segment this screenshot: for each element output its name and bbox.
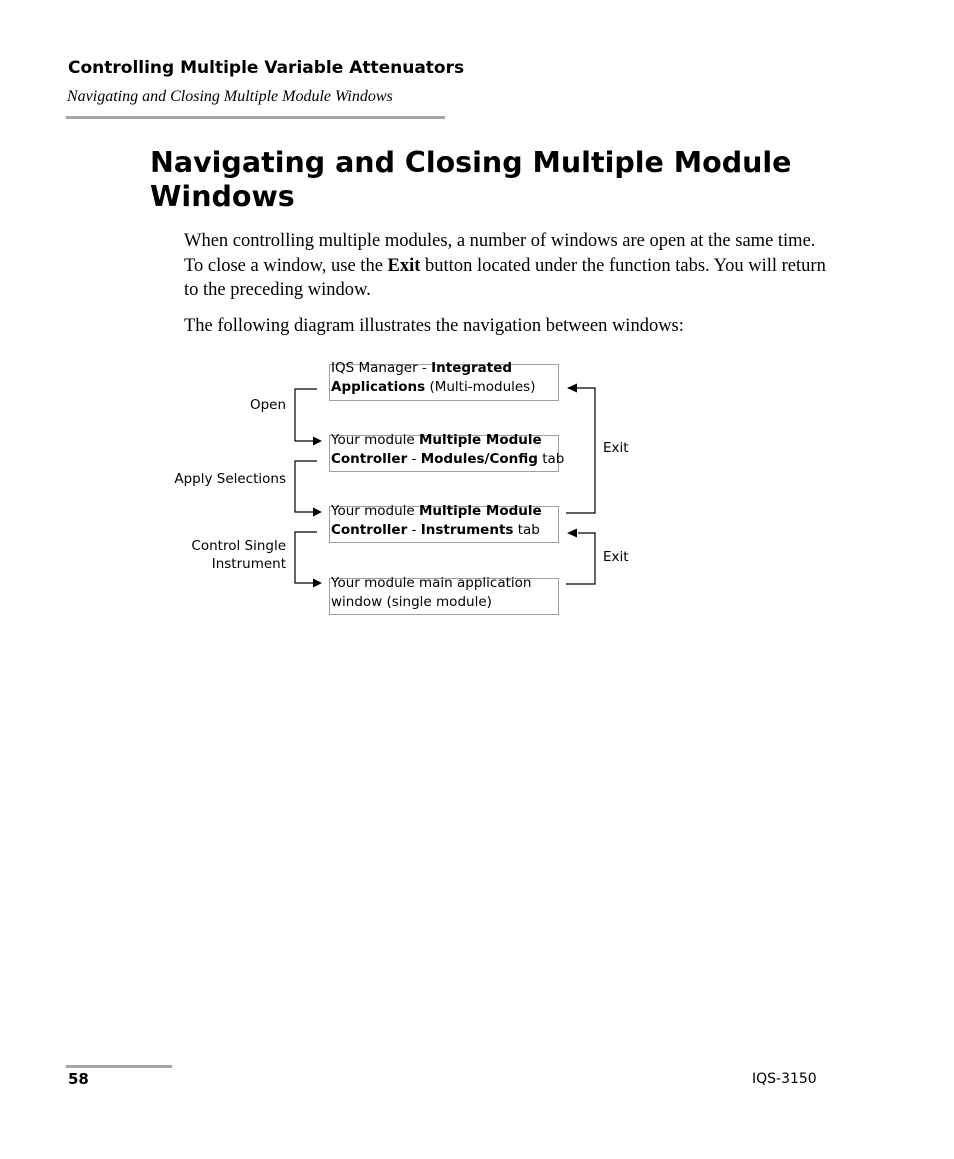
- box-main-application: [329, 575, 559, 615]
- diagram-intro-paragraph: The following diagram illustrates the navigation between windows:: [184, 316, 684, 336]
- box2-bold-2: Controller: [331, 450, 408, 467]
- box1-text: IQS Manager -: [331, 360, 432, 376]
- box3-bold-1: Multiple Module: [419, 503, 542, 519]
- box4-line2: window (single module): [331, 593, 492, 610]
- box3-bold-3: Instruments: [420, 521, 514, 538]
- box2-text-2: -: [407, 450, 421, 467]
- control-instrument-connector: [295, 532, 318, 583]
- box-instruments-tab: [329, 503, 559, 543]
- page-title-line2: Windows: [150, 180, 295, 213]
- intro-text-2: button located under the function tabs. You will return to the preceding window.: [184, 255, 826, 300]
- header-rule: [66, 116, 445, 119]
- page-number: 58: [68, 1070, 89, 1088]
- box2-bold-3: Modules/Config: [420, 450, 538, 467]
- box1-bold-1: Integrated: [431, 360, 513, 376]
- box1-bold-2: Applications: [331, 378, 426, 395]
- arrowhead-right-3: [313, 579, 322, 588]
- page-title: [150, 146, 850, 214]
- arrowhead-right-2: [313, 508, 322, 517]
- box2-text-3: tab: [537, 450, 565, 467]
- label-control-line1: Control Single: [191, 538, 286, 554]
- box3-text-2: -: [407, 521, 421, 538]
- running-header-section: Navigating and Closing Multiple Module Windows: [67, 88, 393, 105]
- label-exit-2: Exit: [603, 549, 629, 565]
- open-connector: [295, 389, 318, 441]
- intro-paragraph: [184, 229, 834, 303]
- label-control-line2: Instrument: [211, 556, 286, 572]
- exit-keyword: Exit: [387, 255, 421, 276]
- arrowhead-right-1: [313, 437, 322, 446]
- footer-rule: [66, 1065, 172, 1068]
- label-open: Open: [249, 397, 286, 413]
- box2-bold-1: Multiple Module: [419, 432, 542, 448]
- intro-text-1: When controlling multiple modules, a number of windows are open at the same time. To close a window, use the: [184, 231, 816, 276]
- box4-line1: Your module main application: [331, 575, 532, 591]
- apply-selections-connector: [295, 461, 318, 512]
- label-control-single-instrument: [146, 537, 286, 573]
- label-exit-1: Exit: [603, 440, 629, 456]
- label-apply-selections: Apply Selections: [174, 471, 286, 487]
- running-header-chapter: Controlling Multiple Variable Attenuators: [68, 58, 465, 78]
- page-title-line1: Navigating and Closing Multiple Module: [150, 146, 792, 179]
- arrowhead-left-2: [567, 529, 577, 538]
- arrowhead-left-1: [567, 384, 577, 393]
- box-iqs-manager: [329, 360, 559, 401]
- exit-connector-bottom: [566, 533, 595, 584]
- box3-bold-2: Controller: [331, 521, 408, 538]
- box2-text: Your module: [331, 432, 419, 448]
- exit-connector-top: [566, 388, 595, 513]
- box3-text: Your module: [331, 503, 419, 519]
- box3-text-3: tab: [513, 521, 540, 538]
- box-modules-config-tab: [329, 432, 565, 472]
- document-code: IQS-3150: [752, 1071, 817, 1087]
- box1-text-2: (Multi-modules): [425, 378, 536, 395]
